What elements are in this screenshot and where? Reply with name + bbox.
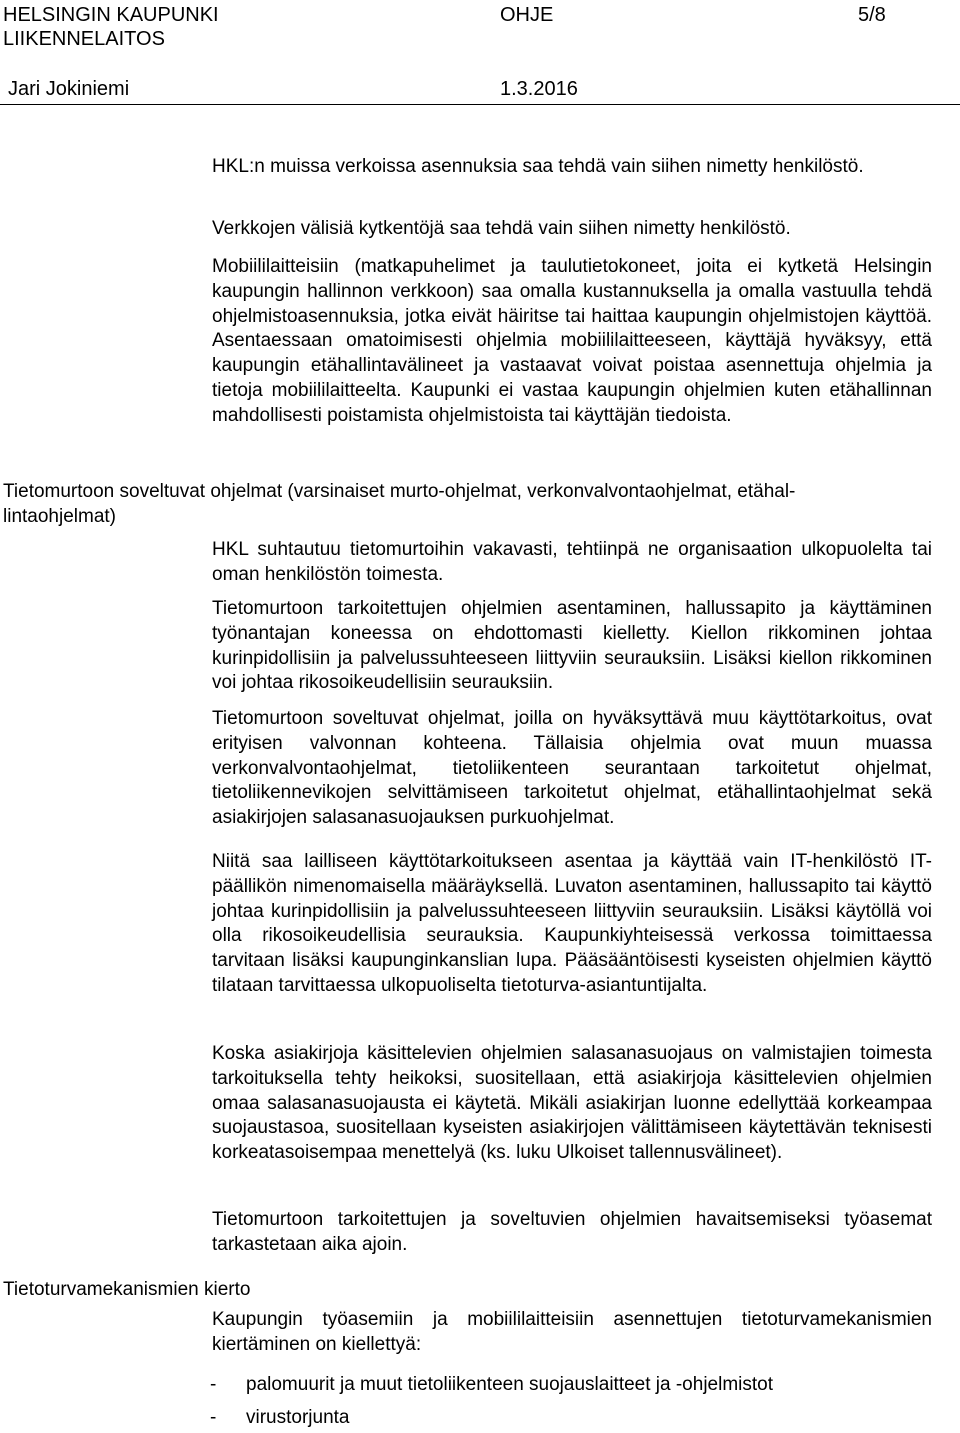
list-item-text: palomuurit ja muut tietoliikenteen suojauslaitteet ja -ohjelmistot bbox=[246, 1374, 773, 1395]
intro-paragraph-3: Mobiililaitteisiin (matkapuhelimet ja taulutietokoneet, joita ei kytketä Helsingin kaupungin hallinnon verkkoon) saa omalla kustannuksella ja omalla vastuulla tehdä ohjelmistoasennuksia, jotka eivät häiritse tai haittaa kaupungin ohjelmistojen käyttöä. Asentaessaan omatoimisesti ohjelmia mobiililaitteeseen, käyttäjä hyväksyy, että kaupungin etähallintavälineet ja vastaavat voivat poistaa asennettuja ohjelmia ja tietoja mobiililaitteelta. Kaupunki ei vastaa kaupungin ohjelmien kuten etähallinnan mahdollisesti poistamista ohjelmistoista tai käyttäjän tiedoista. bbox=[212, 256, 932, 426]
page-number: 5/8 bbox=[858, 4, 886, 26]
org-name-line1: HELSINGIN KAUPUNKI bbox=[3, 4, 219, 26]
list-item bbox=[210, 1373, 773, 1398]
list-item bbox=[210, 1406, 350, 1431]
section1-paragraph-1: HKL suhtautuu tietomurtoihin vakavasti, tehtiinpä ne organisaation ulkopuolelta tai oman henkilöstön toimesta. bbox=[212, 539, 932, 585]
section-heading-hacking-software-line2: lintaohjelmat) bbox=[3, 506, 116, 527]
bullet-marker: - bbox=[210, 1374, 217, 1395]
org-name-line2: LIIKENNELAITOS bbox=[3, 28, 165, 50]
section1-paragraph-4: Niitä saa lailliseen käyttötarkoitukseen asentaa ja käyttää vain IT-henkilöstö IT-päällikön nimenomaisella määräyksellä. Luvaton asentaminen, hallussapito tai käyttö johtaa kurinpidollisiin ja palvelussuhteeseen liittyviin seurauksiin. Lisäksi käytöllä voi olla rikosoikeudellisia seurauksia. Kaupunkiyhteisessä verkossa toimittaessa tarvitaan lisäksi kaupunginkanslian lupa. Pääsääntöisesti kyseisten ohjelmien käyttö tilataan tarvittaessa ulkopuoliselta tietoturva-asiantuntijalta. bbox=[212, 851, 932, 996]
section-heading-security-bypass: Tietoturvamekanismien kierto bbox=[3, 1279, 251, 1300]
header-divider bbox=[0, 104, 960, 105]
list-item-text: virustorjunta bbox=[246, 1407, 350, 1428]
section1-paragraph-3: Tietomurtoon soveltuvat ohjelmat, joilla on hyväksyttävä muu käyttötarkoitus, ovat erityisen valvonnan kohteena. Tällaisia ohjelmia ovat muun muassa verkonvalvontaohjelmat, tietoliikenteen seurantaan tarkoitetut ohjelmat, tietoliikennevikojen selvittämiseen tarkoitetut ohjelmat, etähallintaohjelmat sekä asiakirjojen salasanasuojauksen purkuohjelmat. bbox=[212, 708, 932, 829]
author-name: Jari Jokiniemi bbox=[8, 78, 130, 100]
bullet-marker: - bbox=[210, 1407, 217, 1428]
section1-paragraph-5: Koska asiakirjoja käsittelevien ohjelmien salasanasuojaus on valmistajien toimesta tarkoituksella tehty heikoksi, suositellaan, että asiakirjoja käsittelevien ohjelmien omaa salasanasuojausta ei käytetä. Mikäli asiakirjan luonne edellyttää korkeampaa suojaustasoa, suositellaan kyseisten asiakirjojen välittämiseen käytettävän teknisesti korkeatasoisempaa menettelyä (ks. luku Ulkoiset tallennusvälineet). bbox=[212, 1043, 932, 1164]
section-heading-hacking-software-line1: Tietomurtoon soveltuvat ohjelmat (varsinaiset murto-ohjelmat, verkonvalvontaohjelmat, etähal- bbox=[3, 481, 796, 502]
intro-paragraph-2: Verkkojen välisiä kytkentöjä saa tehdä vain siihen nimetty henkilöstö. bbox=[212, 218, 791, 239]
section2-paragraph-1: Kaupungin työasemiin ja mobiililaitteisiin asennettujen tietoturvamekanismien kiertäminen on kiellettyä: bbox=[212, 1309, 932, 1355]
intro-paragraph-1: HKL:n muissa verkoissa asennuksia saa tehdä vain siihen nimetty henkilöstö. bbox=[212, 156, 864, 177]
document-date: 1.3.2016 bbox=[500, 78, 578, 100]
section1-paragraph-6: Tietomurtoon tarkoitettujen ja soveltuvien ohjelmien havaitsemiseksi työasemat tarkastetaan aika ajoin. bbox=[212, 1209, 932, 1255]
section1-paragraph-2: Tietomurtoon tarkoitettujen ohjelmien asentaminen, hallussapito ja käyttäminen työnantajan koneessa on ehdottomasti kielletty. Kiellon rikkominen johtaa kurinpidollisiin ja palvelussuhteeseen liittyviin seurauksiin. Lisäksi kiellon rikkominen voi johtaa rikosoikeudellisiin seurauksiin. bbox=[212, 598, 932, 694]
doc-type: OHJE bbox=[500, 4, 554, 26]
